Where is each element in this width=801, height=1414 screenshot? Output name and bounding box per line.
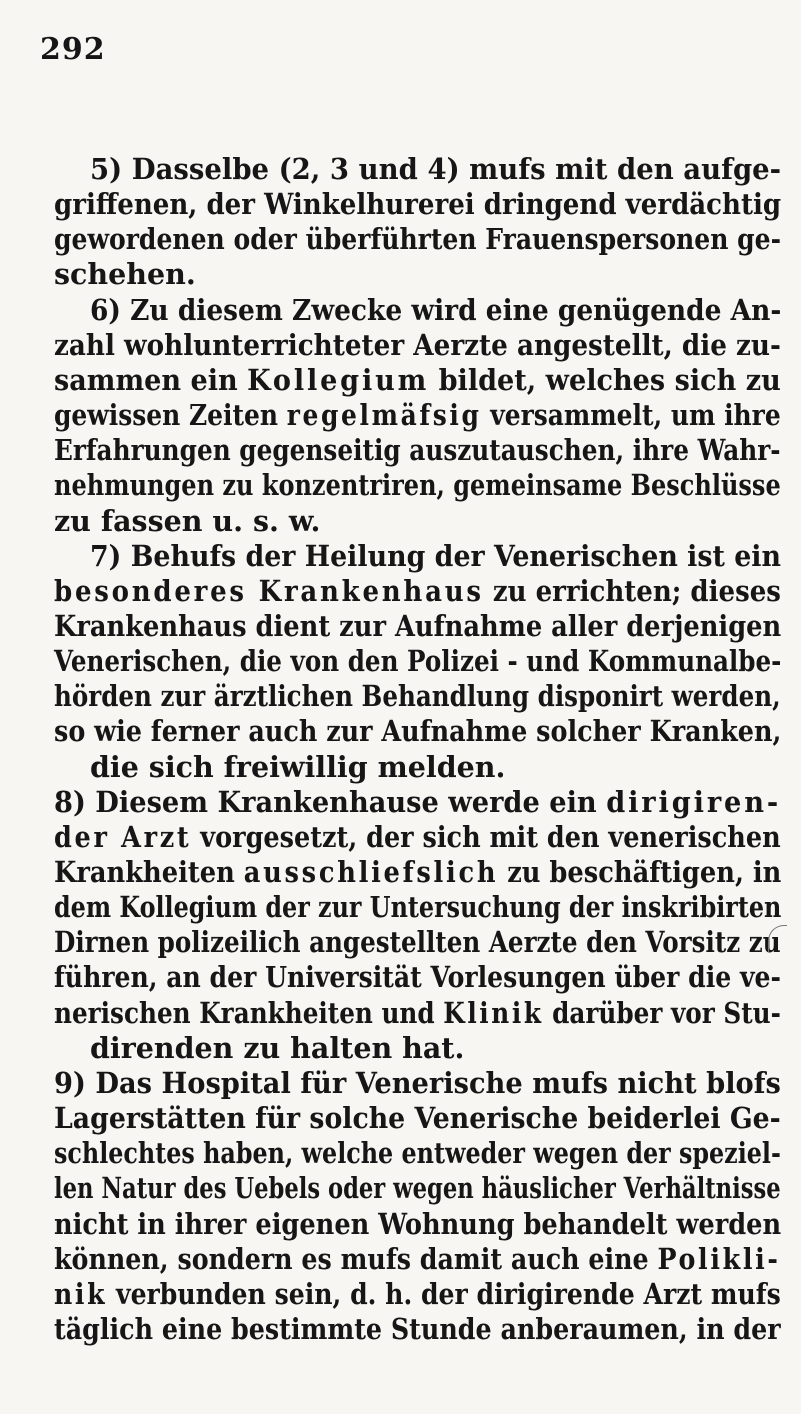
- line-segment: nicht in ihrer eigenen Wohnung behandelt werden: [54, 1206, 782, 1241]
- line-segment: griffenen, der Winkelhurerei dringend verdächtig: [54, 187, 782, 222]
- spaced-emphasis: besonderes Krankenhaus: [54, 573, 484, 608]
- text-line: [54, 222, 781, 257]
- spaced-emphasis: Klinik: [443, 995, 544, 1030]
- line-segment: 8) Diesem Krankenhause werde ein: [54, 784, 607, 819]
- text-line: [54, 573, 781, 608]
- spaced-emphasis: der Arzt: [54, 819, 192, 854]
- text-line: [54, 1311, 781, 1346]
- line-segment: 5) Dasselbe (2, 3 und 4) mufs mit den aufge-: [90, 152, 782, 186]
- text-line: [54, 1171, 781, 1206]
- line-segment: nehmungen zu konzentriren, gemeinsame Beschlüsse: [54, 468, 781, 503]
- spaced-emphasis: dirigiren-: [606, 784, 782, 819]
- text-line: [54, 433, 781, 468]
- line-segment: nerischen Krankheiten und: [54, 995, 444, 1030]
- line-segment: dem Kollegium der zur Untersuchung der inskribirten: [54, 890, 782, 925]
- line-segment: zu beschäftigen, in: [498, 855, 782, 889]
- text-line: [54, 1241, 781, 1276]
- text-line: [54, 503, 321, 538]
- line-segment: zu errichten; dieses: [483, 573, 781, 608]
- text-line: [54, 362, 781, 397]
- spaced-emphasis: nik: [54, 1276, 108, 1311]
- text-line: [54, 644, 782, 679]
- line-segment: Krankenhaus dient zur Aufnahme aller derjenigen: [54, 608, 782, 643]
- text-line: [54, 1101, 781, 1136]
- text-line: [54, 714, 782, 749]
- line-segment: zu fassen u. s. w.: [54, 503, 321, 538]
- spaced-emphasis: Polikli-: [657, 1241, 781, 1276]
- text-line: [54, 925, 781, 960]
- line-segment: len Natur des Uebels oder wegen häuslicher Verhältnisse: [54, 1171, 781, 1206]
- text-line: [54, 398, 781, 433]
- line-segment: 7) Behufs der Heilung der Venerischen ist ein: [90, 538, 781, 573]
- text-line: [54, 679, 781, 714]
- line-segment: bildet, welches sich zu: [429, 362, 781, 397]
- line-segment: gewissen Zeiten: [54, 398, 287, 433]
- text-line: [54, 1276, 781, 1311]
- text-line: [54, 187, 782, 222]
- page-number: 292: [40, 32, 106, 67]
- line-segment: Venerischen, die von den Polizei - und Kommunalbe-: [54, 644, 782, 679]
- text-line: [90, 152, 782, 186]
- text-line: [54, 1065, 781, 1100]
- text-line: [90, 538, 781, 573]
- spaced-emphasis: regelmäfsig: [286, 398, 482, 433]
- line-segment: direnden zu halten hat.: [90, 1030, 465, 1065]
- text-line: [54, 468, 781, 503]
- line-segment: darüber vor Stu-: [543, 995, 781, 1030]
- line-segment: gewordenen oder überführten Frauenspersonen ge-: [54, 222, 781, 257]
- line-segment: hörden zur ärztlichen Behandlung disponirt werden,: [54, 679, 781, 714]
- line-segment: Erfahrungen gegenseitig auszutauschen, ihre Wahr-: [54, 433, 781, 468]
- line-segment: 6) Zu diesem Zwecke wird eine genügende An-: [90, 292, 782, 327]
- line-segment: so wie ferner auch zur Aufnahme solcher Kranken,: [54, 714, 782, 749]
- text-line: [54, 995, 781, 1030]
- text-line: [90, 749, 506, 784]
- text-line: [54, 327, 781, 362]
- line-segment: verbunden sein, d. h. der dirigirende Arzt mufs: [107, 1276, 781, 1311]
- line-segment: sammen ein: [54, 362, 248, 397]
- line-segment: täglich eine bestimmte Stunde anberaumen, in der: [54, 1311, 781, 1346]
- text-line: [54, 257, 196, 292]
- line-segment: 9) Das Hospital für Venerische mufs nicht blofs: [54, 1065, 781, 1100]
- text-line: [54, 1206, 782, 1241]
- spaced-emphasis: ausschliefslich: [243, 855, 499, 889]
- line-segment: zahl wohlunterrichteter Aerzte angestellt, die zu-: [54, 327, 781, 362]
- line-segment: vorgesetzt, der sich mit den venerischen: [191, 819, 781, 854]
- line-segment: können, sondern es mufs damit auch eine: [54, 1241, 658, 1276]
- line-segment: die sich freiwillig melden.: [90, 749, 506, 784]
- text-line: [54, 608, 782, 643]
- text-line: [54, 855, 782, 889]
- line-segment: Dirnen polizeilich angestellten Aerzte den Vorsitz zu: [54, 925, 781, 960]
- line-segment: führen, an der Universität Vorlesungen über die ve-: [54, 960, 781, 995]
- text-line: [54, 819, 781, 854]
- line-segment: Krankheiten: [54, 855, 244, 889]
- line-segment: Lagerstätten für solche Venerische beiderlei Ge-: [54, 1101, 781, 1136]
- line-segment: schehen.: [54, 257, 196, 292]
- text-line: [54, 1136, 781, 1171]
- text-line: [54, 784, 782, 819]
- text-line: [54, 960, 781, 995]
- line-segment: versammelt, um ihre: [481, 398, 781, 433]
- spaced-emphasis: Kollegium: [247, 362, 430, 397]
- line-segment: schlechtes haben, welche entweder wegen der speziel-: [54, 1136, 781, 1171]
- text-line: [90, 1030, 465, 1065]
- text-line: [90, 292, 782, 327]
- text-line: [54, 890, 782, 925]
